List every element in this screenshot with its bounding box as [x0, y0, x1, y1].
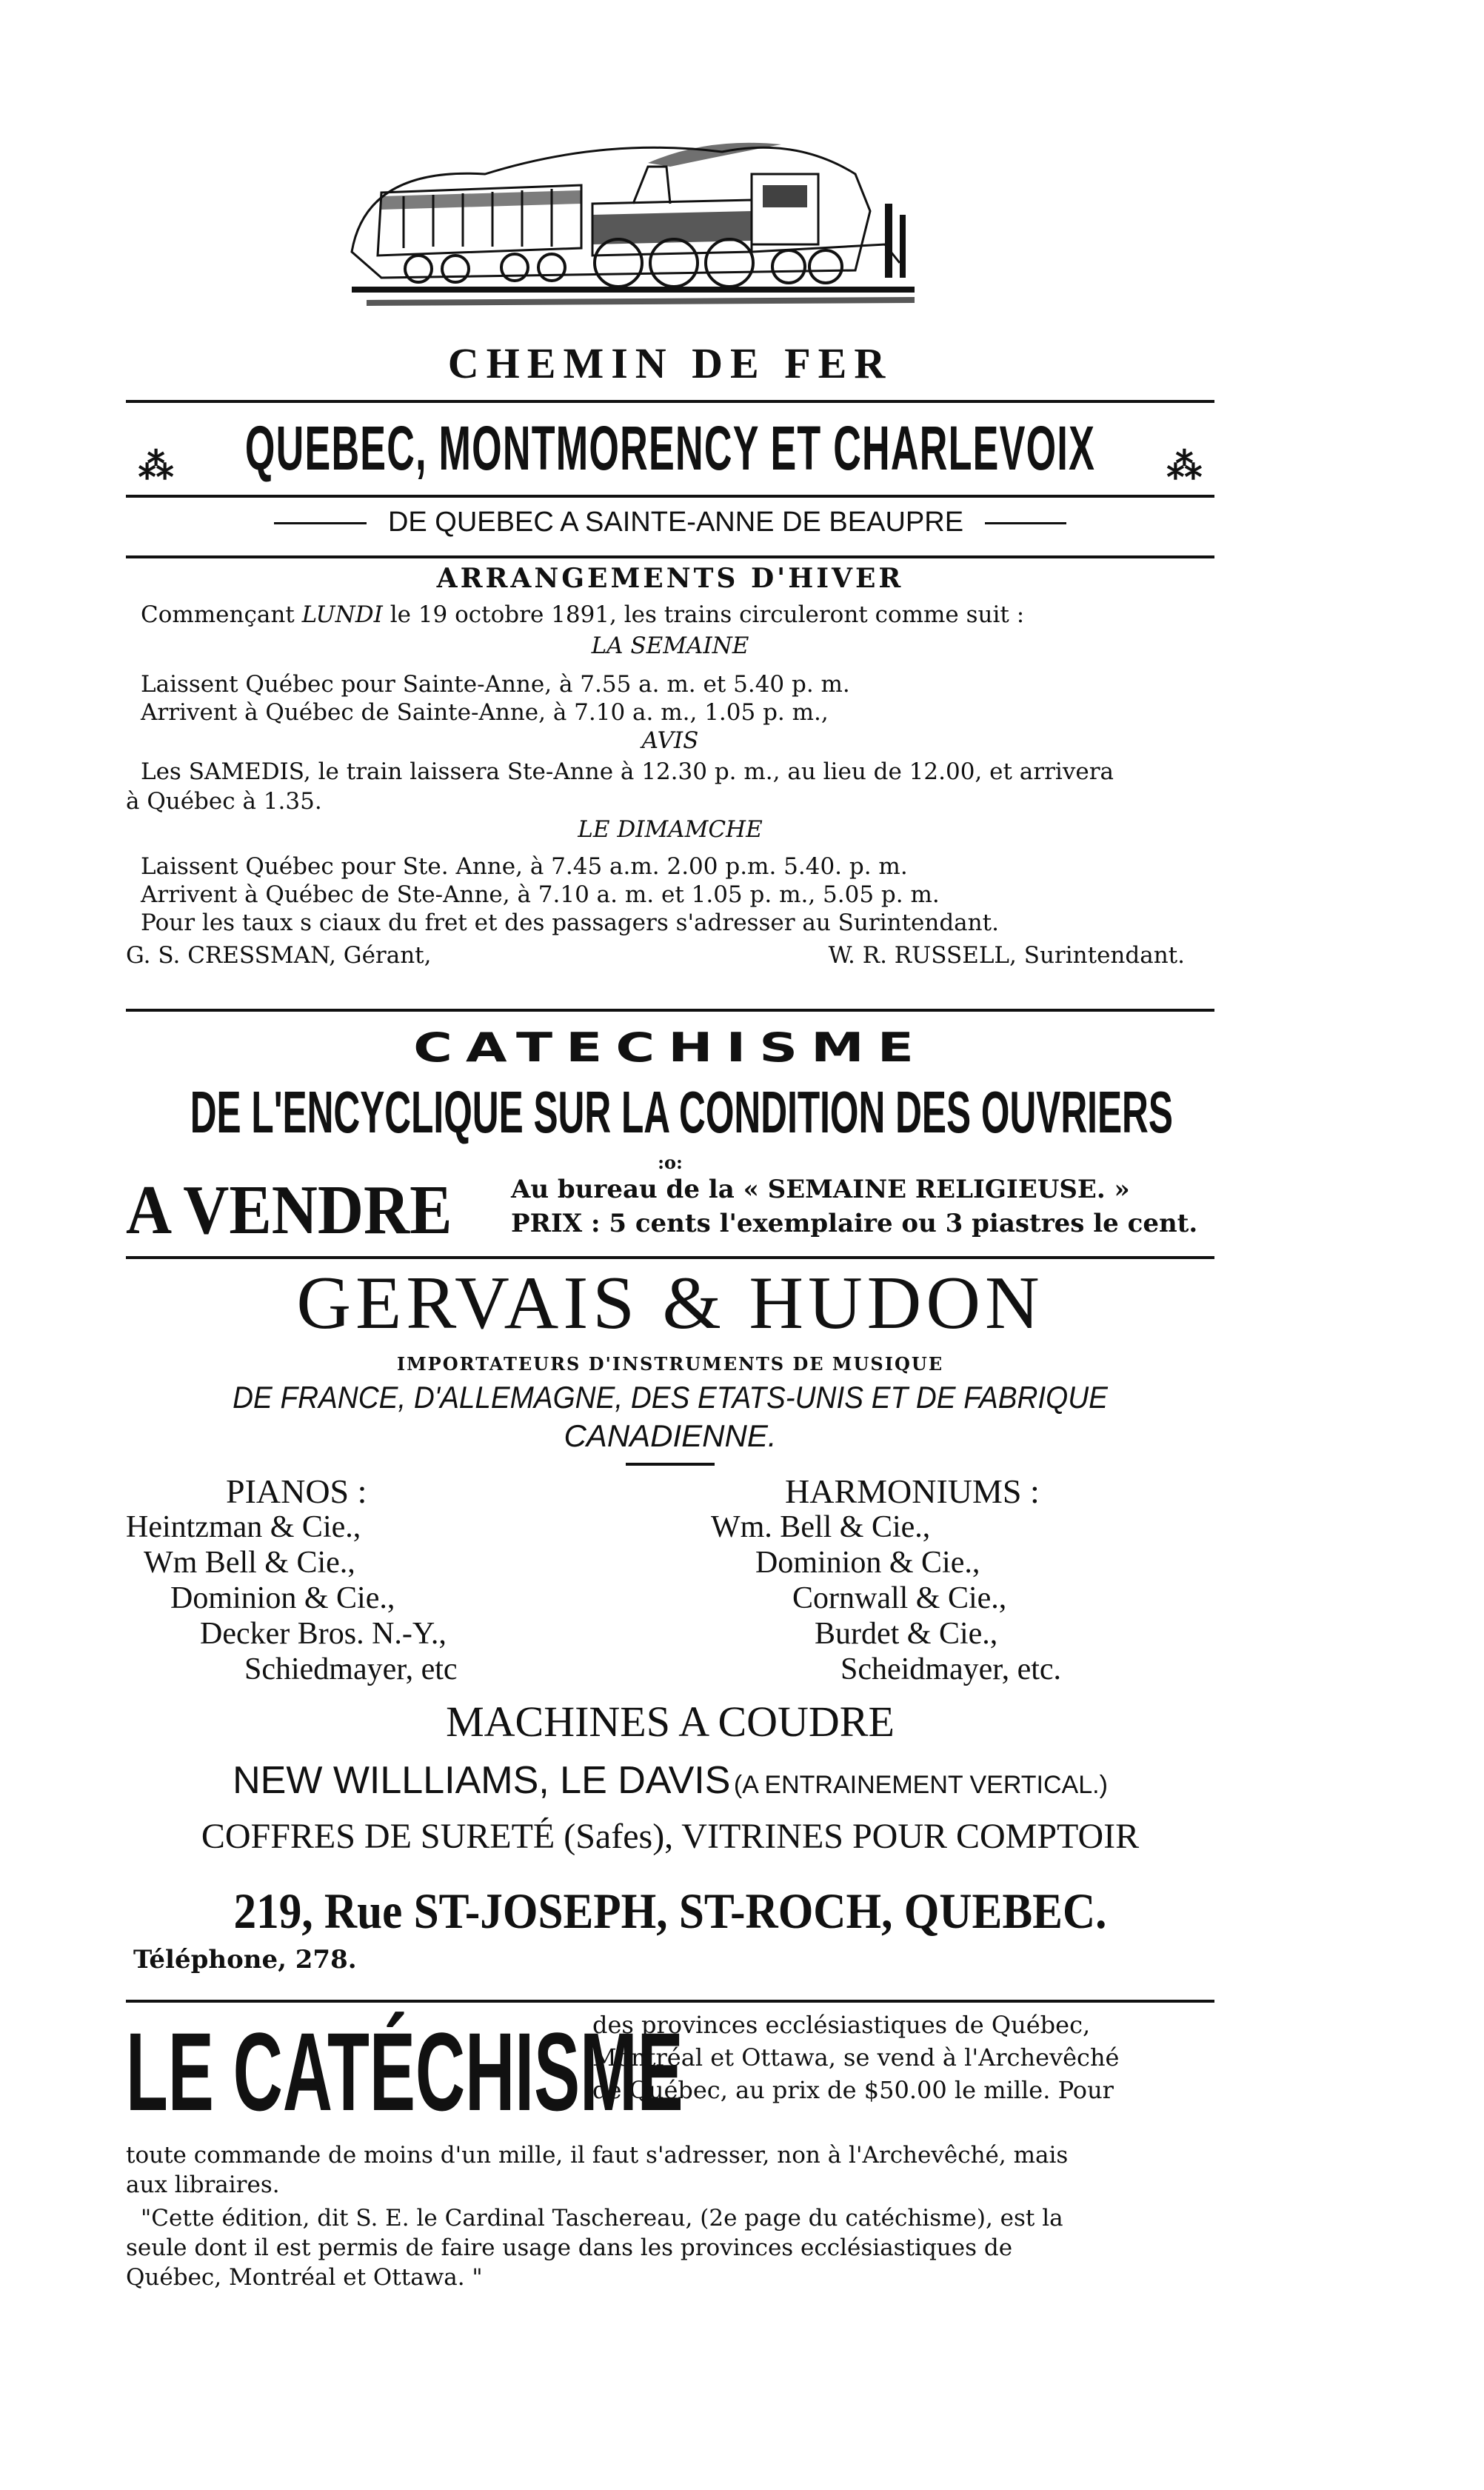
- intro-day: LUNDI: [301, 601, 383, 628]
- catechisme-heading: CATECHISME: [413, 1024, 927, 1071]
- divider: [126, 2000, 1214, 2003]
- le-catechisme-heading: LE CATÉCHISME: [126, 2009, 683, 2134]
- sale-block: [126, 1169, 1214, 1250]
- safes-line: COFFRES DE SURETÉ (Safes), VITRINES POUR COMPTOIR: [201, 1817, 1140, 1856]
- train-engraving: [337, 122, 944, 318]
- side-line-1: des provinces ecclésiastiques de Québec,: [592, 2011, 1091, 2039]
- pianos-list: [126, 1474, 644, 1687]
- short-divider: [626, 1463, 715, 1466]
- origin-line-1: DE FRANCE, D'ALLEMAGNE, DES ETATS-UNIS ET DE FABRIQUE: [233, 1380, 1108, 1415]
- week-title: LA SEMAINE: [591, 632, 749, 659]
- railway-intro: Commençant LUNDI le 19 octobre 1891, les trains circuleront comme suit :: [141, 601, 1025, 628]
- sunday-title: LE DIMAMCHE: [578, 816, 763, 843]
- gervais-name: GERVAIS & HUDON: [296, 1261, 1044, 1345]
- catechisme-subtitle: DE L'ENCYCLIQUE SUR LA CONDITION DES OUVRIERS: [190, 1079, 1173, 1145]
- route-line: [126, 504, 1214, 541]
- piano-item: Wm Bell & Cie.,: [144, 1546, 355, 1580]
- piano-item: Heintzman & Cie.,: [126, 1510, 361, 1544]
- superintendent: W. R. RUSSELL, Surintendant.: [828, 942, 1185, 969]
- avis-title: AVIS: [641, 727, 699, 754]
- harmonium-item: Burdet & Cie.,: [815, 1617, 998, 1651]
- asterisk-ornament: ⁂: [138, 447, 174, 487]
- route: DE QUEBEC A SAINTE-ANNE DE BEAUPRE: [387, 507, 964, 538]
- signatures: [126, 941, 1185, 970]
- piano-item: Decker Bros. N.-Y.,: [200, 1617, 447, 1651]
- sale-label: A VENDRE: [126, 1170, 452, 1249]
- avis-line-2: à Québec à 1.35.: [126, 788, 322, 815]
- side-line-3: de Québec, au prix de $50.00 le mille. Pour: [592, 2076, 1114, 2104]
- brands-main: NEW WILLLIAMS, LE DAVIS: [233, 1759, 731, 1802]
- rates-line: Pour les taux s ciaux du fret et des passagers s'adresser au Surintendant.: [141, 909, 999, 936]
- brands-note: (A ENTRAINEMENT VERTICAL.): [733, 1771, 1108, 1799]
- quote-line-3: Québec, Montréal et Ottawa. ": [126, 2264, 483, 2291]
- separator-mark: :o:: [658, 1152, 683, 1173]
- railway-company: [126, 407, 1214, 489]
- quote-line-2: seule dont il est permis de faire usage dans les provinces ecclésiastiques de: [126, 2234, 1013, 2261]
- harmonium-item: Wm. Bell & Cie.,: [711, 1510, 931, 1544]
- week-line-2: Arrivent à Québec de Sainte-Anne, à 7.10 a. m., 1.05 p. m.,: [141, 699, 829, 726]
- divider: [126, 1009, 1214, 1012]
- le-catechisme-heading-wrap: [126, 2009, 683, 2134]
- harmonium-item: Dominion & Cie.,: [755, 1546, 980, 1580]
- phone-line: Téléphone, 278.: [133, 1945, 357, 1975]
- brands-line: [126, 1757, 1214, 1809]
- bureau-line: Au bureau de la « SEMAINE RELIGIEUSE. »: [511, 1175, 1130, 1204]
- pianos-title: PIANOS :: [226, 1472, 367, 1510]
- quote-line-1: "Cette édition, dit S. E. le Cardinal Taschereau, (2e page du catéchisme), est la: [141, 2205, 1063, 2232]
- machines-line: MACHINES A COUDRE: [446, 1698, 895, 1746]
- importers-line: IMPORTATEURS D'INSTRUMENTS DE MUSIQUE: [396, 1353, 944, 1375]
- piano-item: Schiedmayer, etc: [244, 1652, 458, 1686]
- week-line-1: Laissent Québec pour Sainte-Anne, à 7.55 a. m. et 5.40 p. m.: [141, 671, 850, 698]
- address-line: 219, Rue ST-JOSEPH, ST-ROCH, QUEBEC.: [233, 1883, 1107, 1939]
- price-line: PRIX : 5 cents l'exemplaire ou 3 piastres le cent.: [511, 1209, 1198, 1238]
- divider: [126, 495, 1214, 498]
- avis-line-1: Les SAMEDIS, le train laissera Ste-Anne à 12.30 p. m., au lieu de 12.00, et arrivera: [141, 758, 1114, 785]
- divider: [126, 555, 1214, 558]
- le-catechisme-line-5: aux libraires.: [126, 2172, 280, 2198]
- catechisme-subtitle-wrap: [126, 1075, 1214, 1157]
- le-catechisme-side: [592, 2009, 1214, 2106]
- divider: [126, 400, 1214, 403]
- manager: G. S. CRESSMAN, Gérant,: [126, 942, 432, 969]
- le-catechisme-line-4: toute commande de moins d'un mille, il faut s'adresser, non à l'Archevêché, mais: [126, 2142, 1069, 2169]
- side-line-2: Montréal et Ottawa, se vend à l'Archevêché: [592, 2043, 1120, 2072]
- railway-heading: CHEMIN DE FER: [447, 339, 893, 387]
- sunday-line-2: Arrivent à Québec de Ste-Anne, à 7.10 a. m. et 1.05 p. m., 5.05 p. m.: [141, 881, 940, 908]
- section-title: ARRANGEMENTS D'HIVER: [436, 563, 904, 594]
- harmonium-item: Scheidmayer, etc.: [840, 1652, 1062, 1686]
- company-name: QUEBEC, MONTMORENCY ET CHARLEVOIX: [244, 413, 1096, 483]
- harmonium-item: Cornwall & Cie.,: [792, 1581, 1007, 1615]
- origin-line-2: CANADIENNE.: [564, 1418, 777, 1453]
- asterisk-ornament: ⁂: [1166, 447, 1203, 487]
- piano-item: Dominion & Cie.,: [170, 1581, 395, 1615]
- harmoniums-title: HARMONIUMS :: [785, 1472, 1040, 1510]
- sunday-line-1: Laissent Québec pour Ste. Anne, à 7.45 a.m. 2.00 p.m. 5.40. p. m.: [141, 853, 908, 880]
- harmoniums-list: [711, 1474, 1214, 1687]
